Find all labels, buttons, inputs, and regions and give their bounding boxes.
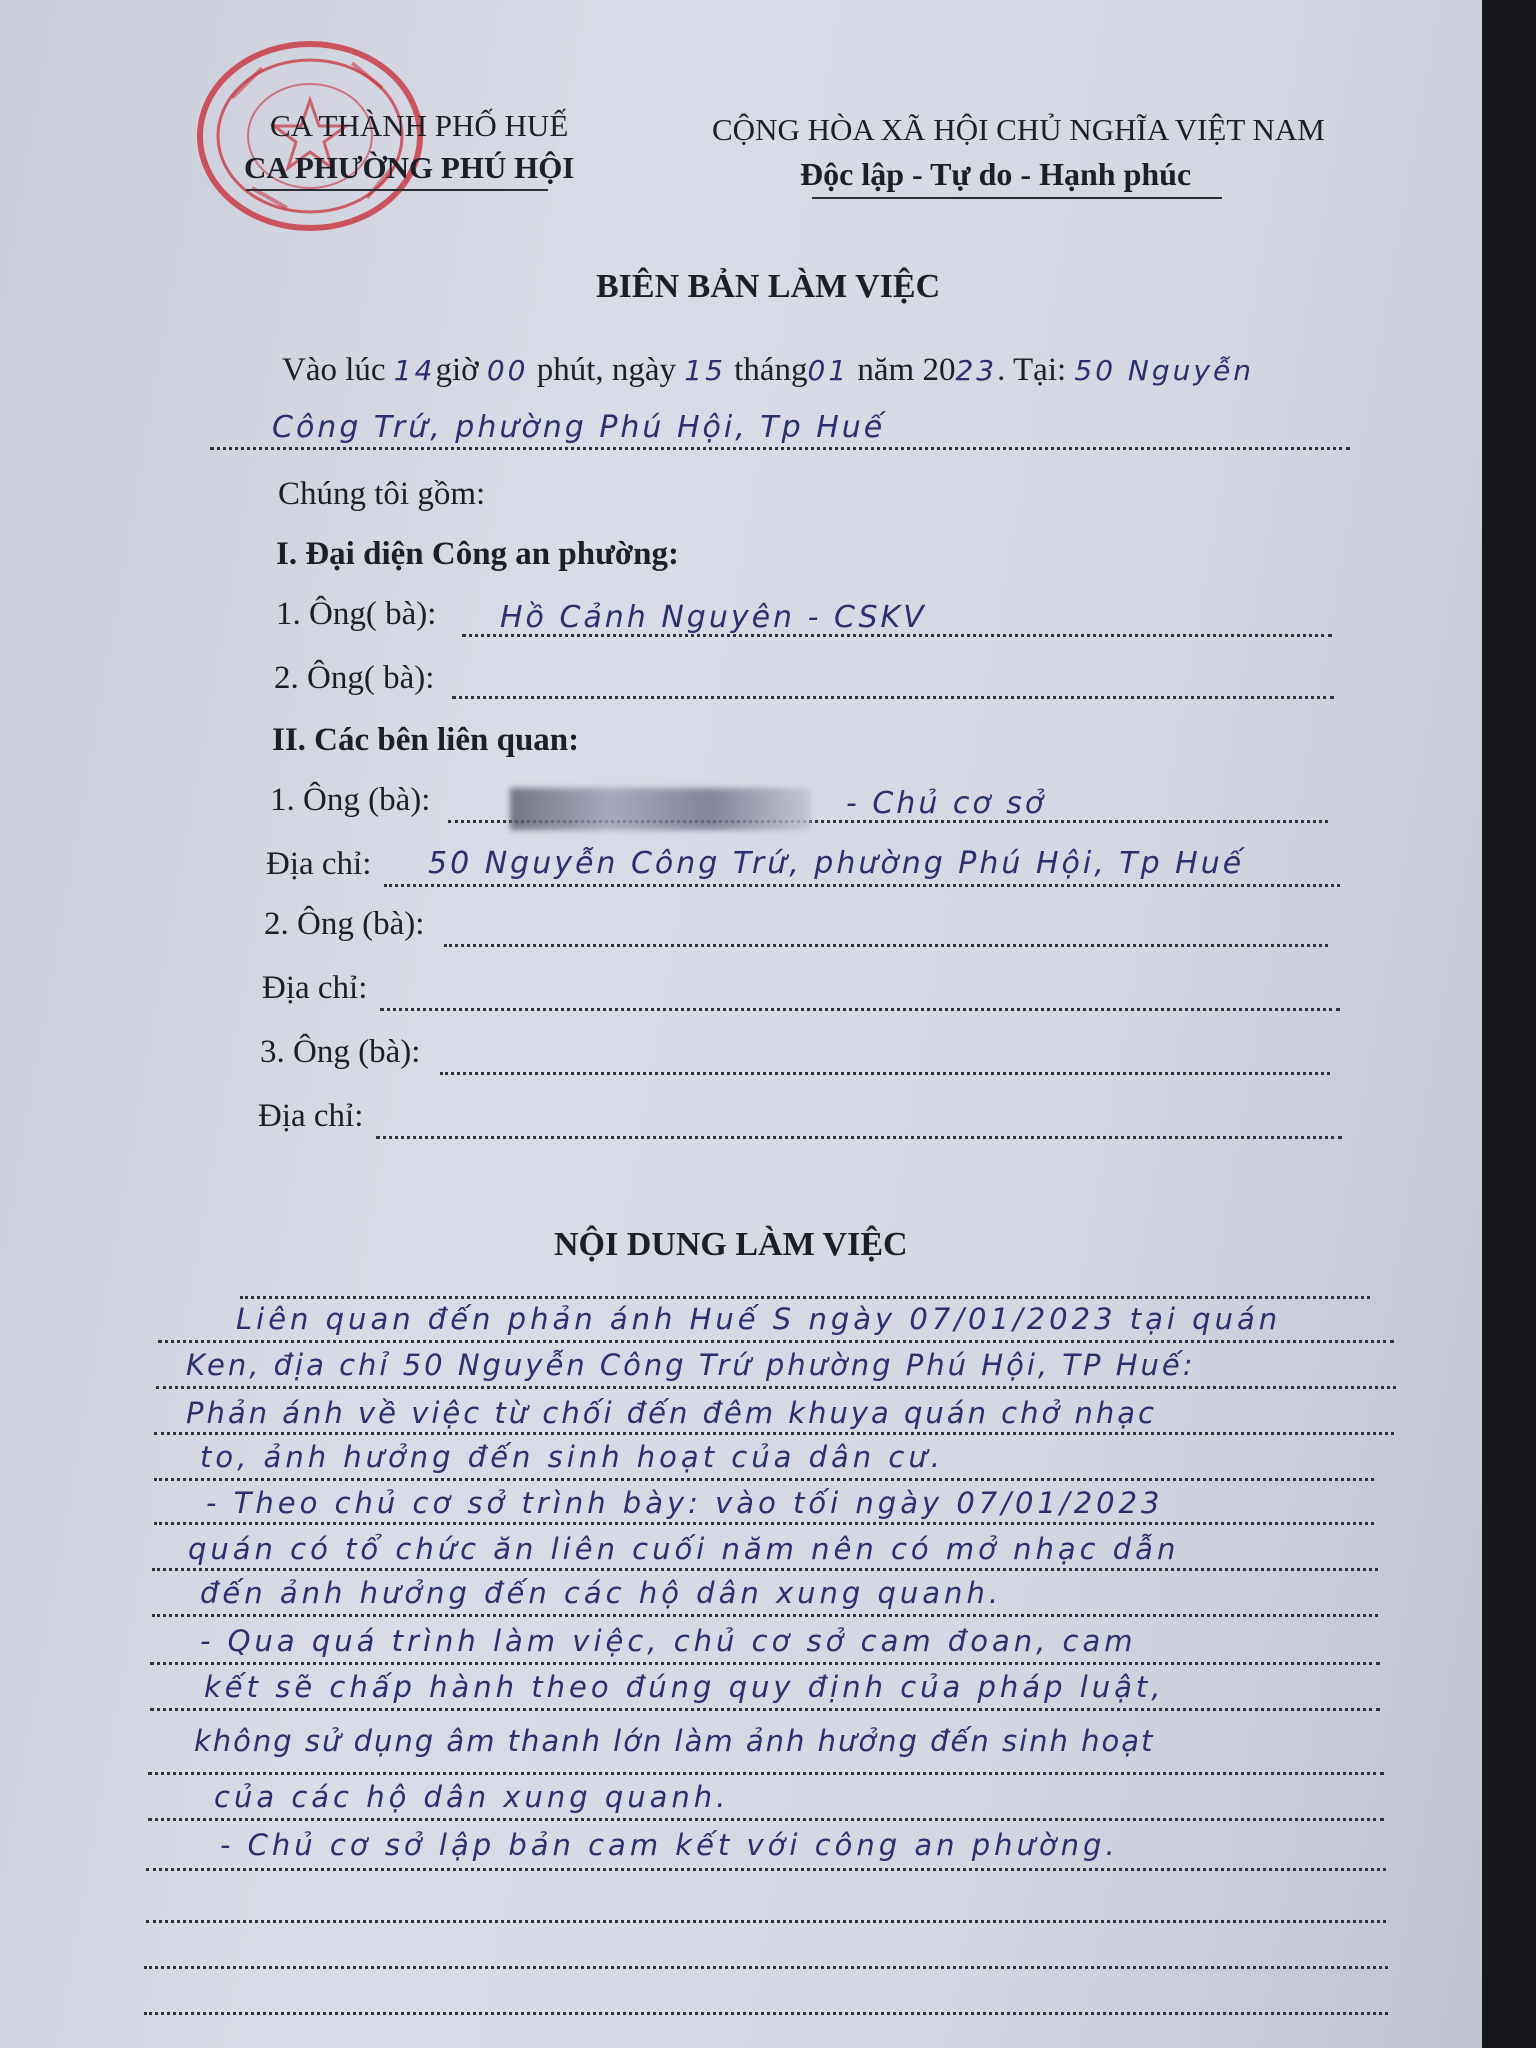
dotted-line xyxy=(384,884,1340,887)
we-include-label: Chúng tôi gồm: xyxy=(278,476,486,512)
section2-person3-label: 3. Ông (bà): xyxy=(260,1034,421,1070)
dotted-line xyxy=(150,1708,1380,1711)
dotted-line xyxy=(444,944,1328,947)
dotted-line xyxy=(148,1818,1384,1821)
dotted-line xyxy=(152,1568,1378,1571)
agency-underline xyxy=(246,189,548,191)
agency-name-city: CA THÀNH PHỐ HUẾ xyxy=(270,108,569,143)
section2-address1-label: Địa chỉ: xyxy=(266,846,372,882)
background-edge xyxy=(1482,0,1536,2048)
content-line: kết sẽ chấp hành theo đúng quy định của pháp luật, xyxy=(204,1670,1165,1704)
dotted-line xyxy=(148,1772,1384,1775)
content-line: - Chủ cơ sở lập bản cam kết với công an phường. xyxy=(220,1828,1119,1862)
dotted-line xyxy=(376,1136,1342,1139)
section1-person1-label: 1. Ông( bà): xyxy=(276,596,437,632)
section1-person2-label: 2. Ông( bà): xyxy=(274,660,435,696)
section1-person1-value: Hồ Cảnh Nguyên - CSKV xyxy=(500,600,927,635)
nation-motto: Độc lập - Tự do - Hạnh phúc xyxy=(800,156,1192,192)
month-label: tháng xyxy=(734,352,808,388)
content-line: Phản ánh về việc từ chối đến đêm khuya quán chở nhạc xyxy=(186,1396,1157,1430)
dotted-line xyxy=(156,1386,1396,1389)
minute-value: 00 xyxy=(486,354,529,387)
dotted-line xyxy=(144,1966,1388,1969)
content-title: NỘI DUNG LÀM VIỆC xyxy=(554,1226,908,1263)
dotted-line xyxy=(154,1522,1374,1525)
dotted-line xyxy=(144,2012,1388,2015)
minute-label: phút, ngày xyxy=(536,352,677,388)
nation-name: CỘNG HÒA XÃ HỘI CHỦ NGHĨA VIỆT NAM xyxy=(712,112,1325,147)
dotted-line xyxy=(150,1662,1380,1665)
content-line: Liên quan đến phản ánh Huế S ngày 07/01/2023 tại quán xyxy=(236,1302,1282,1336)
dotted-line xyxy=(154,1432,1394,1435)
redacted-name xyxy=(510,788,810,830)
content-line: đến ảnh hưởng đến các hộ dân xung quanh. xyxy=(200,1576,1003,1610)
dotted-line xyxy=(240,1296,1370,1299)
section2-heading: II. Các bên liên quan: xyxy=(272,722,580,758)
dotted-line xyxy=(154,1478,1374,1481)
content-line: của các hộ dân xung quanh. xyxy=(214,1780,730,1814)
hour-value: 14 xyxy=(393,354,436,387)
content-line: - Theo chủ cơ sở trình bày: vào tối ngày 07/01/2023 xyxy=(206,1486,1164,1520)
day-value: 15 xyxy=(684,354,726,387)
document-title: BIÊN BẢN LÀM VIỆC xyxy=(596,268,941,305)
dotted-line xyxy=(158,1340,1394,1343)
section2-address2-label: Địa chỉ: xyxy=(262,970,368,1006)
dotted-line xyxy=(146,1868,1386,1871)
time-place-line xyxy=(282,352,1254,389)
place-value-part2: Công Trứ, phường Phú Hội, Tp Huế xyxy=(272,410,886,445)
dotted-line xyxy=(146,1920,1386,1923)
place-value-part1: 50 Nguyễn xyxy=(1074,354,1254,387)
dotted-line xyxy=(152,1614,1378,1617)
agency-name-ward: CA PHƯỜNG PHÚ HỘI xyxy=(244,150,575,185)
content-line: to, ảnh hưởng đến sinh hoạt của dân cư. xyxy=(200,1440,944,1474)
month-value: 01 xyxy=(807,354,850,387)
dotted-line xyxy=(452,696,1334,699)
section2-person2-label: 2. Ông (bà): xyxy=(264,906,425,942)
year-value: 23 xyxy=(955,354,998,387)
dotted-line xyxy=(440,1072,1330,1075)
year-label: năm 20 xyxy=(857,352,956,388)
motto-underline xyxy=(812,197,1222,199)
section2-person1-label: 1. Ông (bà): xyxy=(270,782,431,818)
place-label: . Tại: xyxy=(997,352,1067,388)
dotted-line xyxy=(210,447,1350,450)
content-line: không sử dụng âm thanh lớn làm ảnh hưởng đến sinh hoạt xyxy=(194,1724,1155,1758)
time-label-at: Vào lúc xyxy=(282,352,386,388)
content-line: quán có tổ chức ăn liên cuối năm nên có mở nhạc dẫn xyxy=(188,1532,1180,1566)
section1-heading: I. Đại diện Công an phường: xyxy=(276,536,680,572)
section2-person1-value: - Chủ cơ sở xyxy=(846,786,1047,821)
section2-address1-value: 50 Nguyễn Công Trứ, phường Phú Hội, Tp Huế xyxy=(428,846,1245,881)
content-line: - Qua quá trình làm việc, chủ cơ sở cam đoan, cam xyxy=(200,1624,1137,1658)
dotted-line xyxy=(380,1008,1340,1011)
hour-label: giờ xyxy=(435,352,479,388)
section2-address3-label: Địa chỉ: xyxy=(258,1098,364,1134)
content-line: Ken, địa chỉ 50 Nguyễn Công Trứ phường Phú Hội, TP Huế: xyxy=(186,1348,1196,1382)
